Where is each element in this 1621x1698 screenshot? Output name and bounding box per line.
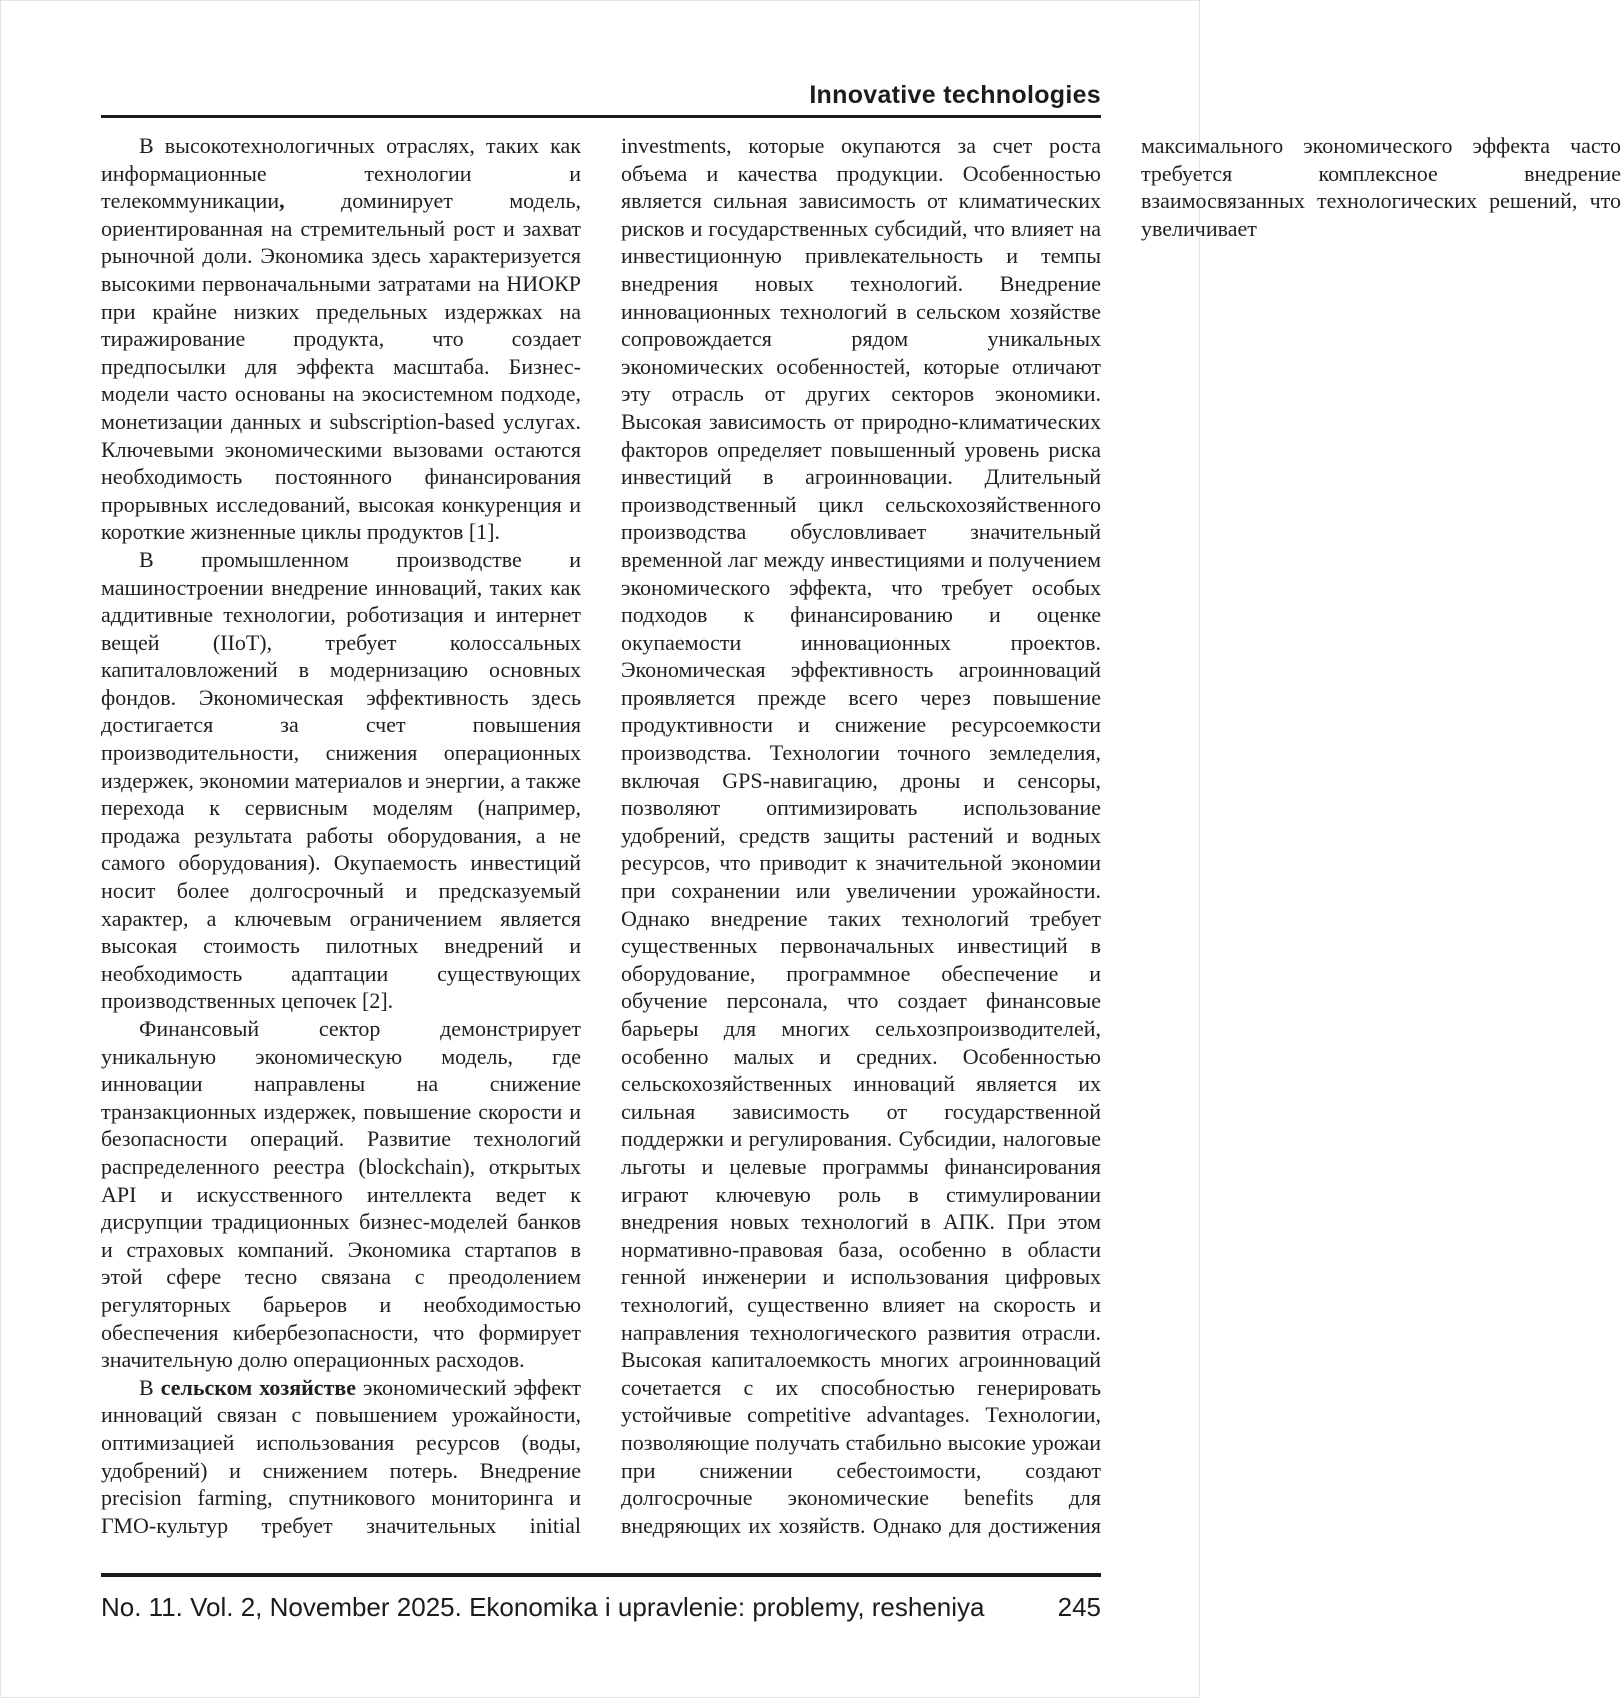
paragraph: В сельском хозяйстве экономический эффект инноваций связан с повышением урожайности, оптимизацией использования ресурсов (воды, удобрений) и снижением потерь. Внедрение precision farming, спутникового мониторинга и ГМО-культур требует значительных initial investments, которые окупаются за счет роста объема и качества продукции. Особенностью является сильная зависимость от климатических рисков и государственных субсидий, что влияет на инвестиционную привлекательность и темпы внедрения новых технологий. Внедрение инновационных технологий в сельском хозяйстве сопровождается рядом уникальных экономических особенностей, которые отличают эту отрасль от других секторов экономики. Высокая зависимость от природно-климатических факторов определяет повышенный уровень риска инвестиций в агроинновации. Длительный производственный цикл сельскохозяйственного производства обусловливает значительный временной лаг между инвестициями и получением экономического эффекта, что требует особых подходов к финансированию и оценке окупаемости инновационных проектов. Экономическая эффективность агроинноваций проявляется прежде всего через повышение продуктивности и снижение ресурсоемкости производства. Технологии точного земледелия, включая GPS-навигацию, дроны и сенсоры, позволяют оптимизировать использование удобрений, средств защиты растений и водных ресурсов, что приводит к значительной экономии при сохранении или увеличении урожайности. Однако внедрение таких технологий требует существенных первоначальных инвестиций в оборудование, программное обеспечение и обучение персонала, что создает финансовые барьеры для многих сельхозпроизводителей, особенно малых и средних. Особенностью сельскохозяйственных инноваций является их сильная зависимость от государственной поддержки и регулирования. Субсидии, налоговые льготы и целевые программы финансирования играют ключевую роль в стимулировании внедрения новых технологий в АПК. При этом нормативно-правовая база, особенно в области генной инженерии и использования цифровых технологий, существенно влияет на скорость и направления технологического развития отрасли. Высокая капиталоемкость многих агроинноваций сочетается с их способностью генерировать устойчивые competitive advantages. Технологии, позволяющие получать стабильно высокие урожаи при снижении себестоимости, создают долгосрочные экономические benefits для внедряющих их хозяйств. Однако для достижения максимального экономического эффекта часто требуется комплексное внедрение взаимосвязанных технологических решений, что увеличивает bbox=[101, 133, 1621, 1538]
journal-issue-info: No. 11. Vol. 2, November 2025. Ekonomika i upravlenie: problemy, resheniya bbox=[101, 1592, 985, 1622]
footer-row bbox=[101, 1592, 1101, 1623]
footer-rule bbox=[101, 1573, 1101, 1577]
paragraph: Финансовый сектор демонстрирует уникальную экономическую модель, где инновации направлены на снижение транзакционных издержек, повышение скорости и безопасности операций. Развитие технологий распределенного реестра (blockchain), открытых API и искусственного интеллекта ведет к дисрупции традиционных бизнес-моделей банков и страховых компаний. Экономика стартапов в этой сфере тесно связана с преодолением регуляторных барьеров и необходимостью обеспечения кибербезопасности, что формирует значительную долю операционных расходов. bbox=[101, 1016, 581, 1373]
header-rule bbox=[101, 115, 1101, 118]
running-head-section-title: Innovative technologies bbox=[809, 81, 1101, 109]
article-body-two-column bbox=[101, 132, 1621, 1562]
paragraph: В промышленном производстве и машиностроении внедрение инноваций, таких как аддитивные технологии, роботизация и интернет вещей (IIoT), требует колоссальных капиталовложений в модернизацию основных фондов. Экономическая эффективность здесь достигается за счет повышения производительности, снижения операционных издержек, экономии материалов и энергии, а также перехода к сервисным моделям (например, продажа результата работы оборудования, а не самого оборудования). Окупаемость инвестиций носит более долгосрочный и предсказуемый характер, а ключевым ограничением является высокая стоимость пилотных внедрений и необходимость адаптации существующих производственных цепочек [2]. bbox=[101, 546, 581, 1014]
paragraph: В высокотехнологичных отраслях, таких как информационные технологии и телекоммуникации, доминирует модель, ориентированная на стремительный рост и захват рыночной доли. Экономика здесь характеризуется высокими первоначальными затратами на НИОКР при крайне низких предельных издержках на тиражирование продукта, что создает предпосылки для эффекта масштаба. Бизнес-модели часто основаны на экосистемном подходе, монетизации данных и subscription-based услугах. Ключевыми экономическими вызовами остаются необходимость постоянного финансирования прорывных исследований, высокая конкуренция и короткие жизненные циклы продуктов [1]. bbox=[101, 133, 581, 545]
page-number: 245 bbox=[1057, 1592, 1101, 1622]
